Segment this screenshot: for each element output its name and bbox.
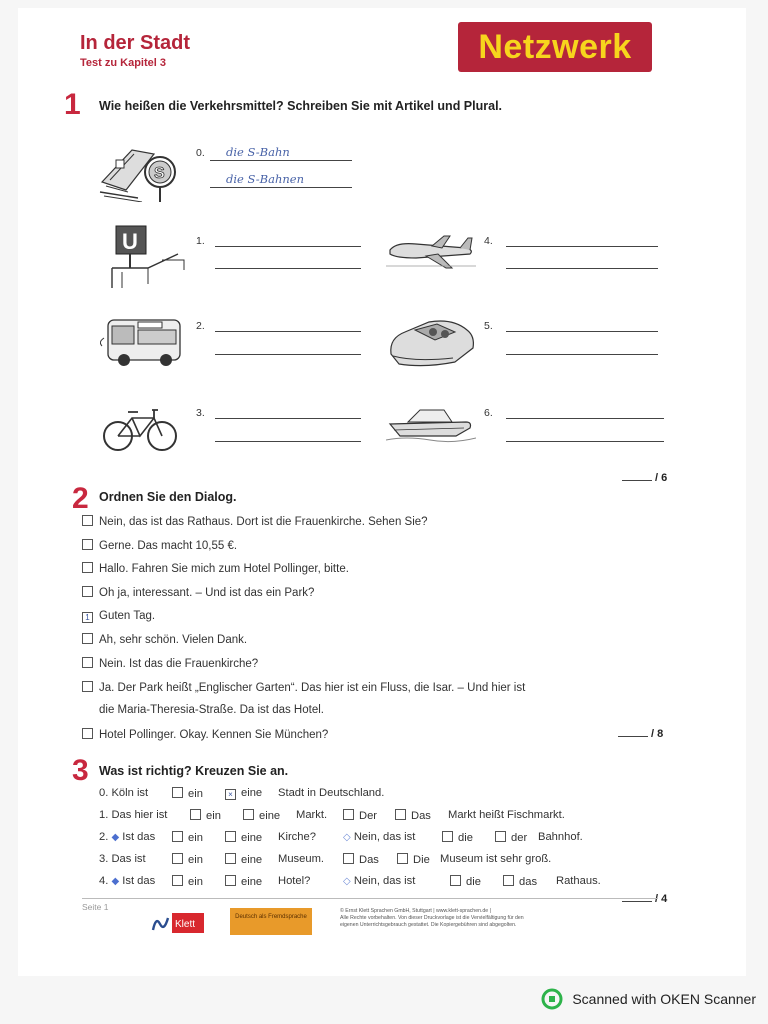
bus-icon (100, 316, 186, 368)
question-4: 4. ◆ Ist das (99, 875, 156, 887)
answer-line-singular[interactable] (506, 418, 664, 419)
dialog-line[interactable]: Ah, sehr schön. Vielen Dank. (82, 633, 247, 646)
order-checkbox[interactable] (82, 681, 93, 692)
option-checkbox[interactable] (243, 809, 254, 820)
scanner-watermark: Scanned with OKEN Scanner (541, 988, 756, 1010)
answer-line-singular[interactable] (215, 246, 361, 247)
item-number: 4. (484, 235, 493, 247)
filled-diamond-icon: ◆ (111, 832, 120, 843)
dialog-line[interactable]: Gerne. Das macht 10,55 €. (82, 539, 237, 552)
answer-line-plural[interactable] (215, 441, 361, 442)
option-checkbox[interactable] (503, 875, 514, 886)
option-checkbox[interactable] (172, 875, 183, 886)
outline-diamond-icon: ◇ (343, 876, 351, 887)
page-title: In der Stadt (80, 32, 191, 54)
option-checkbox[interactable] (343, 809, 354, 820)
order-checkbox[interactable] (82, 728, 93, 739)
order-checkbox[interactable] (82, 586, 93, 597)
copyright-notice: © Ernst Klett Sprachen GmbH, Stuttgart | www.klett-sprachen.de | Alle Rechte vorbehalten. Von dieser Druckvorlage ist die Vervielfältigung für den eigenen Unterrichtsgebrauch gestattet. Die Kopiergebühren sind abgegolten. (340, 908, 524, 928)
dialog-line[interactable]: Oh ja, interessant. – Und ist das ein Park? (82, 586, 314, 599)
option-das[interactable]: Das (395, 809, 431, 822)
answer-line-plural[interactable] (506, 354, 658, 355)
option-der[interactable]: Der (343, 809, 377, 822)
question-4-noun: Hotel? (278, 875, 311, 887)
answer-line-singular[interactable] (506, 331, 658, 332)
section-1-heading: Wie heißen die Verkehrsmittel? Schreiben Sie mit Artikel und Plural. (99, 99, 503, 113)
car-icon (385, 314, 477, 370)
option-checkbox[interactable] (172, 787, 183, 798)
answer-line-singular[interactable] (506, 246, 658, 247)
order-checkbox[interactable] (82, 657, 93, 668)
option-eine[interactable]: eine (243, 809, 280, 822)
boat-icon (386, 402, 476, 444)
dialog-line[interactable]: Ja. Der Park heißt „Englischer Garten“. Das hier ist ein Fluss, die Isar. – Und hier ist (82, 681, 525, 694)
option-ein[interactable]: ein (172, 875, 203, 888)
question-2-answer: ◇ Nein, das ist (343, 831, 416, 843)
option-checkbox[interactable] (172, 831, 183, 842)
example-plural: die S-Bahnen (226, 172, 305, 186)
svg-text:S: S (154, 165, 165, 182)
section-3-number: 3 (72, 754, 89, 787)
section-2-heading: Ordnen Sie den Dialog. (99, 490, 237, 504)
option-checkbox[interactable] (225, 853, 236, 864)
dialog-line[interactable]: Nein, das ist das Rathaus. Dort ist die Frauenkirche. Sehen Sie? (82, 515, 428, 528)
option-checkbox[interactable] (395, 809, 406, 820)
order-checkbox[interactable] (82, 515, 93, 526)
dialog-line[interactable]: Hallo. Fahren Sie mich zum Hotel Pollinger, bitte. (82, 562, 349, 575)
option-checkbox[interactable] (225, 831, 236, 842)
dialog-line[interactable]: Hotel Pollinger. Okay. Kennen Sie München? (82, 728, 328, 741)
svg-text:Klett: Klett (175, 919, 196, 930)
option-ein[interactable]: ein (172, 853, 203, 866)
option-checkbox[interactable] (172, 853, 183, 864)
svg-text:U: U (122, 229, 138, 254)
page-number: Seite 1 (82, 902, 109, 912)
bicycle-icon (102, 404, 178, 452)
question-1: 1. Das hier ist (99, 809, 168, 821)
question-0-rest: Stadt in Deutschland. (278, 787, 385, 799)
option-eine[interactable]: eine (225, 831, 262, 844)
score-section-2: / 8 (618, 728, 663, 740)
item-number: 5. (484, 320, 493, 332)
option-checkbox[interactable] (190, 809, 201, 820)
order-checkbox[interactable] (82, 562, 93, 573)
option-die[interactable]: die (442, 831, 473, 844)
question-3: 3. Das ist (99, 853, 146, 865)
order-checkbox[interactable] (82, 539, 93, 550)
dialog-line-continuation: die Maria-Theresia-Straße. Da ist das Hotel. (99, 704, 324, 716)
option-eine[interactable]: eine (225, 853, 262, 866)
section-1-number: 1 (64, 88, 81, 121)
score-section-1: / 6 (622, 472, 667, 484)
option-checkbox[interactable] (343, 853, 354, 864)
dialog-line[interactable]: Nein. Ist das die Frauenkirche? (82, 657, 258, 670)
order-checkbox[interactable] (82, 633, 93, 644)
option-checkbox-checked[interactable]: × (225, 789, 236, 800)
section-2-number: 2 (72, 482, 89, 515)
s-bahn-icon (98, 140, 186, 202)
airplane-icon (386, 232, 476, 272)
option-ein[interactable]: ein (172, 787, 203, 800)
option-die[interactable]: die (450, 875, 481, 888)
option-checkbox[interactable] (495, 831, 506, 842)
outline-diamond-icon: ◇ (343, 832, 351, 843)
filled-diamond-icon: ◆ (111, 876, 120, 887)
klett-logo (150, 910, 206, 936)
item-number: 3. (196, 407, 205, 419)
question-4-answer: ◇ Nein, das ist (343, 875, 416, 887)
option-eine[interactable]: × eine (225, 787, 262, 800)
netzwerk-logo: Netzwerk (458, 22, 652, 72)
order-checkbox[interactable]: 1 (82, 612, 93, 623)
item-number: 6. (484, 407, 493, 419)
dialog-line[interactable]: 1 Guten Tag. (82, 610, 155, 623)
answer-line-plural[interactable] (215, 354, 361, 355)
option-der[interactable]: der (495, 831, 527, 844)
question-4-rest: Rathaus. (556, 875, 601, 887)
u-bahn-icon (108, 224, 186, 290)
item-number: 1. (196, 235, 205, 247)
oken-scanner-icon (541, 988, 563, 1010)
option-eine[interactable]: eine (225, 875, 262, 888)
question-0: 0. Köln ist (99, 787, 149, 799)
page-subtitle: Test zu Kapitel 3 (80, 57, 166, 69)
option-checkbox[interactable] (225, 875, 236, 886)
question-2-rest: Bahnhof. (538, 831, 583, 843)
option-checkbox[interactable] (397, 853, 408, 864)
example-number: 0. (196, 147, 205, 159)
answer-line-plural[interactable] (506, 441, 664, 442)
question-3-noun: Museum. (278, 853, 325, 865)
answer-line-singular[interactable] (215, 331, 361, 332)
option-ein[interactable]: ein (172, 831, 203, 844)
daf-badge: Deutsch als Fremdsprache (230, 908, 312, 935)
question-1-noun: Markt. (296, 809, 328, 821)
example-singular: die S-Bahn (226, 145, 290, 159)
item-number: 2. (196, 320, 205, 332)
answer-line-plural[interactable] (506, 268, 658, 269)
question-3-rest: Museum ist sehr groß. (440, 853, 552, 865)
answer-line-singular[interactable] (215, 418, 361, 419)
footer-divider (82, 898, 658, 899)
question-2: 2. ◆ Ist das (99, 831, 156, 843)
option-die[interactable]: Die (397, 853, 430, 866)
answer-line (210, 187, 352, 188)
option-checkbox[interactable] (442, 831, 453, 842)
section-3-heading: Was ist richtig? Kreuzen Sie an. (99, 764, 289, 778)
option-das[interactable]: das (503, 875, 537, 888)
option-ein[interactable]: ein (190, 809, 221, 822)
option-das[interactable]: Das (343, 853, 379, 866)
option-checkbox[interactable] (450, 875, 461, 886)
question-2-noun: Kirche? (278, 831, 316, 843)
question-1-rest: Markt heißt Fischmarkt. (448, 809, 565, 821)
answer-line-plural[interactable] (215, 268, 361, 269)
score-section-3: / 4 (622, 893, 667, 905)
answer-line (210, 160, 352, 161)
